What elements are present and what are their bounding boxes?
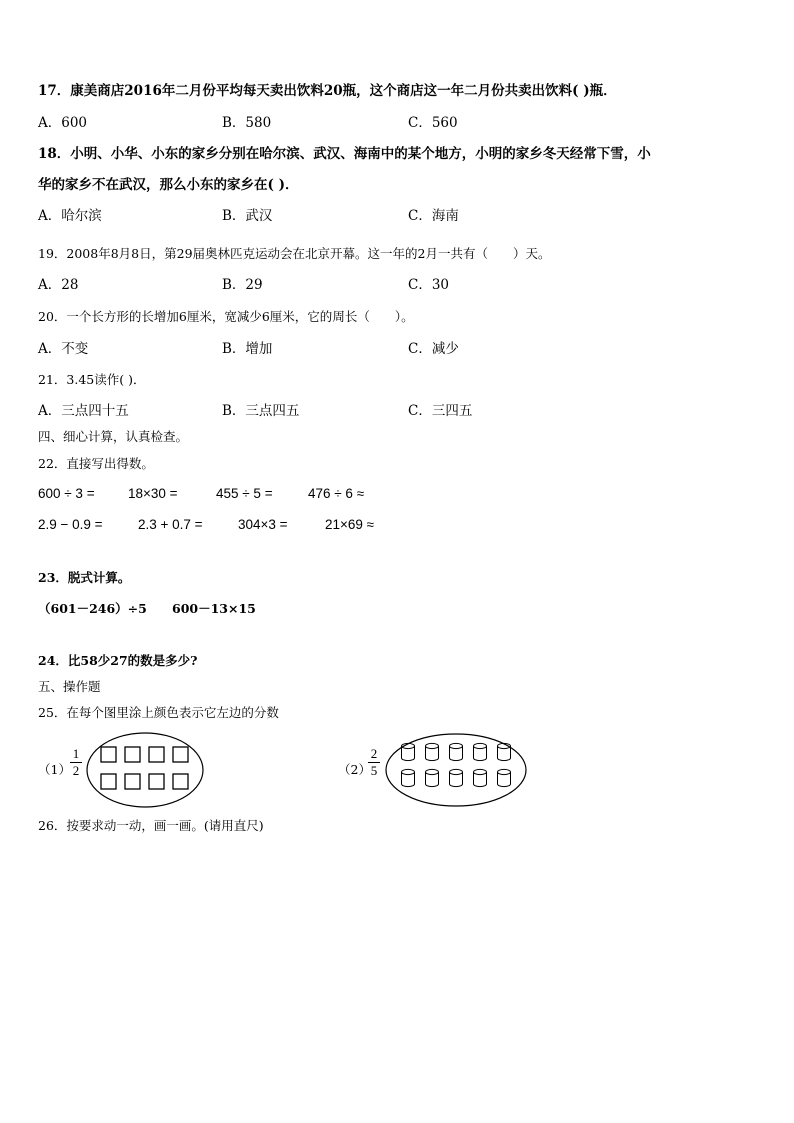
section-4-heading: 四、细心计算，认真检查。: [38, 429, 189, 444]
q18-option-b: B．武汉: [222, 208, 273, 224]
square-2: [125, 747, 140, 762]
q22-calc-4: 476 ÷ 6 ≈: [308, 486, 365, 501]
question-26: 26．按要求动一动，画一画。(请用直尺): [38, 818, 264, 833]
question-17: 17．康美商店2016年二月份平均每天卖出饮料20瓶，这个商店这一年二月份共卖出饮料( )瓶．: [38, 83, 617, 99]
q25-part2-figure[interactable]: [384, 732, 528, 810]
q18-option-c: C．海南: [408, 208, 459, 224]
q22-calc-7: 304×3 =: [238, 517, 288, 532]
fraction-numerator: 1: [72, 746, 80, 761]
q22-calc-2: 18×30 =: [128, 486, 178, 501]
q20-option-a: A．不变: [38, 341, 89, 357]
q19-option-b: B．29: [222, 277, 263, 293]
question-19: 19．2008年8月8日，第29届奥林匹克运动会在北京开幕。这一年的2月一共有（ ）天。: [38, 246, 551, 261]
q17-option-b: B．580: [222, 115, 272, 131]
q21-option-a: A．三点四十五: [38, 403, 129, 419]
cylinder-7: [426, 769, 439, 786]
cylinder-6: [402, 769, 415, 786]
q25-part2-fraction: [368, 747, 380, 778]
question-24: 24．比58少27的数是多少?: [38, 653, 198, 668]
fraction-denominator: 2: [72, 763, 80, 778]
cylinder-8: [450, 769, 463, 786]
q19-option-a: A．28: [38, 277, 79, 293]
q19-option-c: C．30: [408, 277, 450, 293]
q21-option-b: B．三点四五: [222, 403, 300, 419]
question-22: 22．直接写出得数。: [38, 456, 154, 471]
question-20: 20．一个长方形的长增加6厘米，宽减少6厘米，它的周长（ ）。: [38, 309, 414, 324]
q20-option-b: B．增加: [222, 341, 273, 357]
q18-option-a: A．哈尔滨: [38, 208, 102, 224]
q25-part2-label: （2）: [338, 762, 371, 777]
square-3: [149, 747, 164, 762]
cylinder-4: [474, 743, 487, 760]
section-5-heading: 五、操作题: [38, 679, 101, 694]
fraction-numerator: 2: [370, 746, 378, 761]
q25-part1-figure[interactable]: [84, 730, 206, 810]
question-18-line2: 华的家乡不在武汉，那么小东的家乡在( )．: [38, 177, 299, 193]
q22-calc-6: 2.3 + 0.7 =: [138, 517, 203, 532]
cylinder-10: [498, 769, 511, 786]
cylinder-3: [450, 743, 463, 760]
q22-calc-3: 455 ÷ 5 =: [216, 486, 273, 501]
q22-calc-5: 2.9 − 0.9 =: [38, 517, 103, 532]
q21-option-c: C．三四五: [408, 403, 473, 419]
q17-option-c: C．560: [408, 115, 458, 131]
question-18-line1: 18．小明、小华、小东的家乡分别在哈尔滨、武汉、海南中的某个地方，小明的家乡冬天经常下雪，小: [38, 146, 651, 162]
q20-option-c: C．减少: [408, 341, 459, 357]
square-5: [101, 774, 116, 789]
square-4: [173, 747, 188, 762]
q17-option-a: A．600: [38, 115, 88, 131]
q25-part1-fraction: [70, 747, 82, 778]
question-21: 21．3.45读作( )．: [38, 372, 146, 387]
q22-calc-1: 600 ÷ 3 =: [38, 486, 95, 501]
question-23: 23．脱式计算。: [38, 570, 131, 585]
square-1: [101, 747, 116, 762]
square-7: [149, 774, 164, 789]
q25-part1-label: （1）: [38, 762, 71, 777]
q22-calc-8: 21×69 ≈: [325, 517, 375, 532]
question-25: 25．在每个图里涂上颜色表示它左边的分数: [38, 705, 279, 720]
cylinder-9: [474, 769, 487, 786]
cylinder-2: [426, 743, 439, 760]
square-6: [125, 774, 140, 789]
fraction-denominator: 5: [370, 763, 378, 778]
q23-expr-2: 600－13×15: [172, 601, 256, 616]
square-8: [173, 774, 188, 789]
q23-expr-1: （601－246）÷5: [38, 601, 147, 616]
